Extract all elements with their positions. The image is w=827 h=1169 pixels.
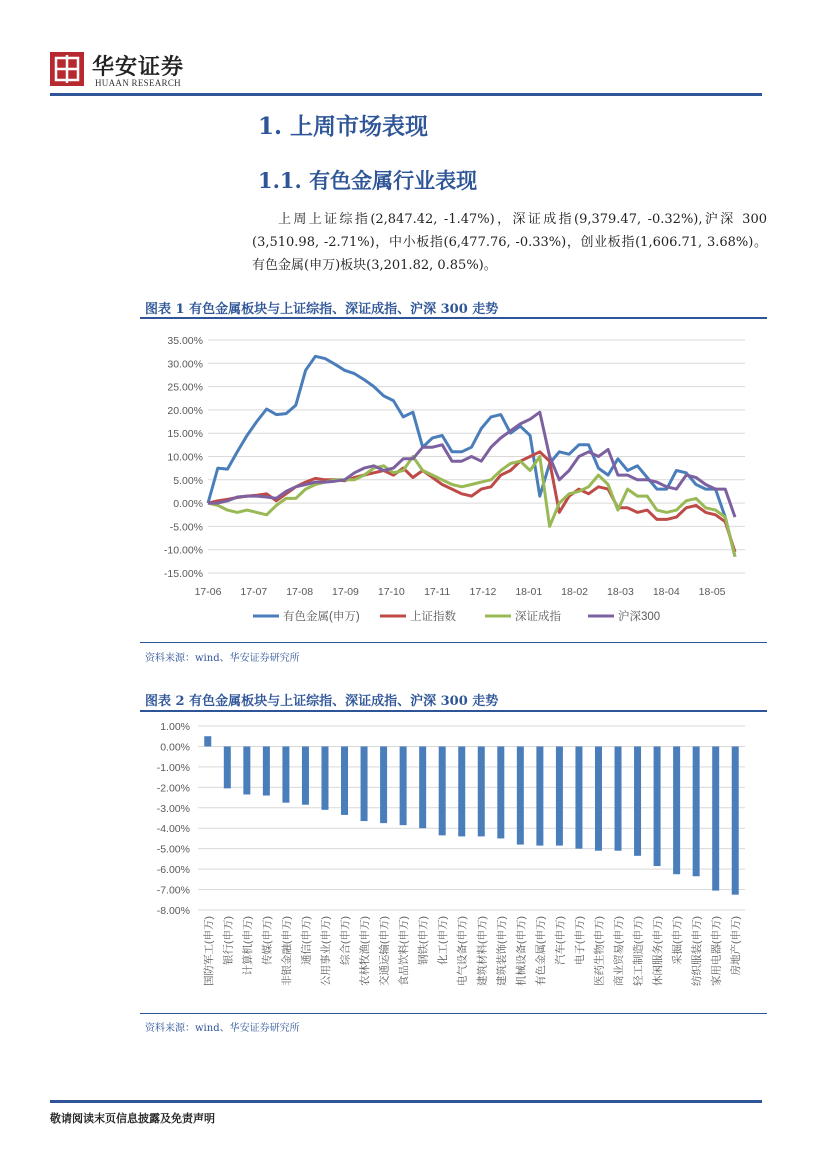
bar xyxy=(439,746,446,835)
x-tick-label: 汽车(申万) xyxy=(554,916,567,965)
footer-disclaimer: 敬请阅读末页信息披露及免责声明 xyxy=(50,1112,215,1125)
y-tick-label: 30.00% xyxy=(167,358,203,371)
bar xyxy=(204,736,211,746)
bar xyxy=(419,746,426,828)
figure1-bottom-rule xyxy=(140,642,767,643)
series-line xyxy=(208,452,735,552)
x-tick-label: 休闲服务(申万) xyxy=(652,916,665,986)
legend-label: 深证成指 xyxy=(515,611,561,623)
subsection-heading: 1.1. 有色金属行业表现 xyxy=(258,168,478,193)
x-tick-label: 轻工制造(申万) xyxy=(632,916,645,986)
brand-subtitle: HUAAN RESEARCH xyxy=(95,78,181,88)
x-tick-label: 非银金融(申万) xyxy=(280,916,293,986)
figure2-source: 资料来源：wind、华安证券研究所 xyxy=(145,1023,300,1034)
series-line xyxy=(208,412,735,517)
y-tick-label: -2.00% xyxy=(156,782,190,795)
x-tick-label: 化工(申万) xyxy=(437,916,450,965)
bar xyxy=(693,746,700,876)
footer-divider xyxy=(50,1100,762,1103)
bar xyxy=(654,746,661,866)
bar xyxy=(615,746,622,850)
y-tick-label: -1.00% xyxy=(156,761,190,774)
bar xyxy=(517,746,524,844)
x-tick-label: 17-07 xyxy=(240,586,268,598)
y-tick-label: 20.00% xyxy=(167,404,203,417)
bar xyxy=(341,746,348,814)
brand-name: 华安证券 xyxy=(92,54,185,80)
x-tick-label: 建筑材料(申万) xyxy=(476,916,489,986)
legend-label: 上证指数 xyxy=(410,611,456,623)
y-tick-label: 0.00% xyxy=(160,741,190,754)
x-tick-label: 17-11 xyxy=(424,586,451,598)
bar xyxy=(282,746,289,802)
x-tick-label: 农林牧渔(申万) xyxy=(359,916,372,986)
x-tick-label: 建筑装饰(申万) xyxy=(495,916,508,986)
y-tick-label: 25.00% xyxy=(167,381,203,394)
bar xyxy=(302,746,309,804)
figure1-line-chart xyxy=(140,320,767,640)
y-tick-label: -8.00% xyxy=(156,905,190,917)
legend-label: 沪深300 xyxy=(618,611,661,623)
figure2-bar-chart xyxy=(140,712,767,1012)
x-tick-label: 17-09 xyxy=(332,586,359,598)
bar xyxy=(536,746,543,845)
x-tick-label: 医药生物(申万) xyxy=(593,916,606,986)
y-tick-label: -15.00% xyxy=(163,568,203,580)
y-tick-label: 5.00% xyxy=(173,474,203,487)
figure2-title: 图表 2 有色金属板块与上证综指、深证成指、沪深 300 走势 xyxy=(145,694,499,709)
x-tick-label: 采掘(申万) xyxy=(671,916,684,965)
x-tick-label: 纺织服装(申万) xyxy=(691,916,704,986)
bar xyxy=(243,746,250,794)
x-tick-label: 钢铁(申万) xyxy=(417,916,430,965)
x-tick-label: 银行(申万) xyxy=(222,916,235,965)
logo-icon xyxy=(50,52,84,86)
x-tick-label: 综合(申万) xyxy=(339,916,352,965)
x-tick-label: 计算机(申万) xyxy=(241,916,254,976)
bar xyxy=(634,746,641,855)
y-tick-label: -3.00% xyxy=(156,802,190,815)
header-divider xyxy=(50,93,762,96)
x-tick-label: 电子(申万) xyxy=(573,916,586,965)
y-tick-label: -4.00% xyxy=(156,823,190,836)
section-heading: 1. 上周市场表现 xyxy=(258,113,429,140)
x-tick-label: 18-01 xyxy=(515,586,543,598)
x-tick-label: 机械设备(申万) xyxy=(515,916,528,986)
y-tick-label: 0.00% xyxy=(173,498,203,511)
y-tick-label: -10.00% xyxy=(163,544,203,557)
bar xyxy=(673,746,680,874)
x-tick-label: 电气设备(申万) xyxy=(456,916,469,986)
y-tick-label: -7.00% xyxy=(156,884,190,897)
x-tick-label: 国防军工(申万) xyxy=(202,916,215,986)
figure2-bottom-rule xyxy=(140,1013,767,1014)
x-tick-label: 通信(申万) xyxy=(300,916,313,965)
market-summary-paragraph: 上周上证综指(2,847.42, -1.47%)，深证成指(9,379.47, -0.32%),沪深 300 (3,510.98, -2.71%)，中小板指(6,477.76, -0.33%)，创业板指(1,606.71, 3.68%)。有色金属(申万)板块(3,201.82, 0.85%)。 xyxy=(252,212,767,273)
figure1-title: 图表 1 有色金属板块与上证综指、深证成指、沪深 300 走势 xyxy=(145,302,499,317)
series-line xyxy=(208,457,735,557)
bar xyxy=(224,746,231,788)
x-tick-label: 家用电器(申万) xyxy=(710,916,723,986)
y-tick-label: -5.00% xyxy=(169,521,203,534)
bar xyxy=(263,746,270,795)
figure1-top-rule xyxy=(140,317,767,319)
figure1-source: 资料来源：wind、华安证券研究所 xyxy=(145,653,300,664)
x-tick-label: 18-03 xyxy=(607,586,634,598)
y-tick-label: -6.00% xyxy=(156,864,190,877)
bar xyxy=(458,746,465,836)
bar xyxy=(732,746,739,894)
bar xyxy=(361,746,368,821)
x-tick-label: 公用事业(申万) xyxy=(319,916,332,986)
bar xyxy=(556,746,563,845)
legend-label: 有色金属(申万) xyxy=(283,611,360,623)
bar xyxy=(321,746,328,809)
x-tick-label: 17-08 xyxy=(286,586,314,598)
x-tick-label: 18-02 xyxy=(561,586,589,598)
bar xyxy=(380,746,387,823)
y-tick-label: 1.00% xyxy=(160,721,190,733)
x-tick-label: 传媒(申万) xyxy=(261,916,274,965)
x-tick-label: 交通运输(申万) xyxy=(378,916,391,986)
x-tick-label: 食品饮料(申万) xyxy=(398,916,411,986)
x-tick-label: 18-05 xyxy=(698,586,726,598)
y-tick-label: 10.00% xyxy=(167,451,203,464)
bar xyxy=(400,746,407,825)
x-tick-label: 商业贸易(申万) xyxy=(613,916,626,986)
x-tick-label: 17-10 xyxy=(377,586,405,598)
x-tick-label: 房地产(申万) xyxy=(730,916,743,976)
x-tick-label: 17-06 xyxy=(194,586,222,598)
x-tick-label: 有色金属(申万) xyxy=(534,916,547,986)
bar xyxy=(575,746,582,848)
y-tick-label: 15.00% xyxy=(167,428,203,441)
bar xyxy=(595,746,602,850)
x-tick-label: 17-12 xyxy=(469,586,497,598)
y-tick-label: -5.00% xyxy=(156,843,190,856)
x-tick-label: 18-04 xyxy=(652,586,680,598)
bar xyxy=(478,746,485,836)
y-tick-label: 35.00% xyxy=(167,335,203,347)
bar xyxy=(712,746,719,890)
bar xyxy=(497,746,504,838)
